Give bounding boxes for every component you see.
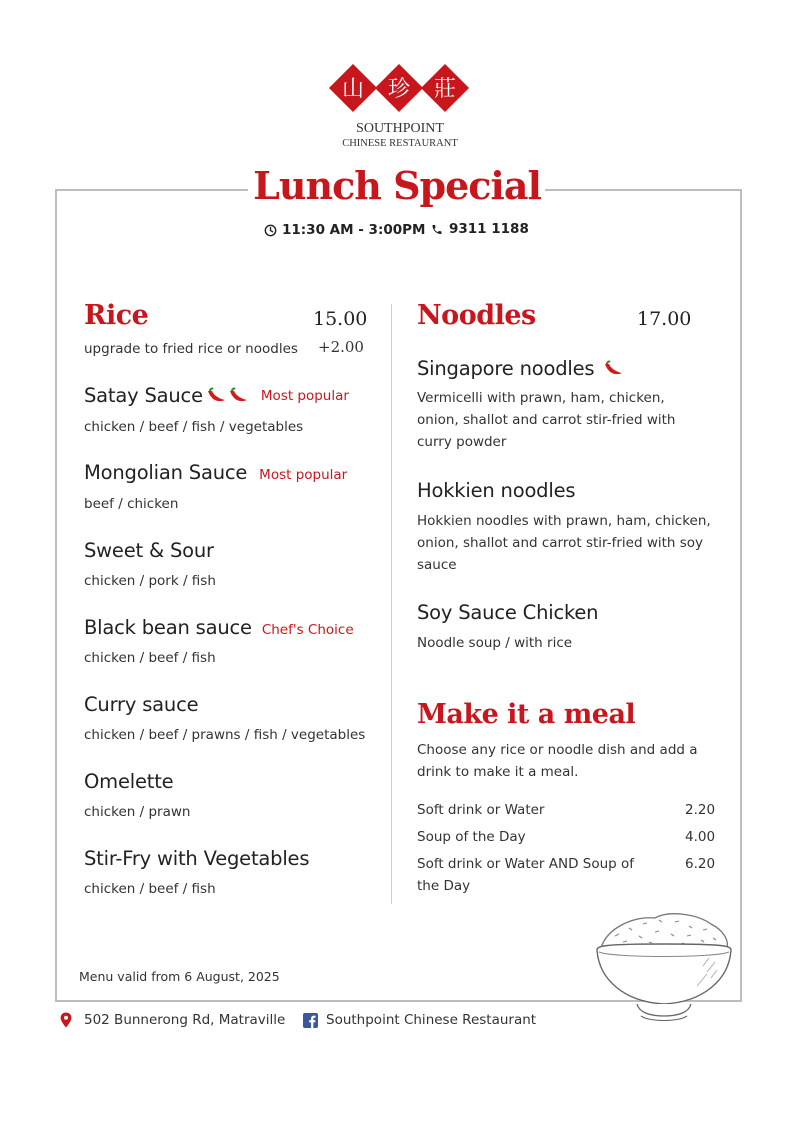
logo-diamond-3 (421, 64, 469, 112)
dish-name: Satay Sauce (84, 384, 203, 407)
meal-heading: Make it a meal (417, 699, 636, 730)
brand-subtitle: CHINESE RESTAURANT (342, 138, 458, 149)
location-pin-icon (60, 1012, 72, 1028)
dish-name: Mongolian Sauce (84, 461, 248, 484)
dish-badge: Most popular (259, 466, 348, 483)
chilli-icon (227, 387, 249, 405)
hours-info (264, 222, 425, 238)
dish-description: Hokkien noodles with prawn, ham, chicken, onion, shallot and carrot stir-fried with soy sauce (417, 513, 711, 573)
dish-name: Sweet & Sour (84, 539, 214, 562)
phone-number: 9311 1188 (449, 221, 529, 237)
rice-dish-satay (84, 384, 349, 407)
dish-name: Curry sauce (84, 693, 199, 716)
dish-options: chicken / beef / fish (84, 881, 216, 897)
rice-upgrade-text: upgrade to fried rice or noodles (84, 341, 298, 357)
logo-diamond-2 (375, 64, 423, 112)
rice-dish-mongolian (84, 461, 347, 484)
dish-name: Black bean sauce (84, 616, 252, 639)
chilli-icon (602, 360, 624, 378)
noodle-dish-singapore (417, 357, 624, 380)
brand-name: SOUTHPOINT (356, 121, 444, 136)
meal-item-price: 4.00 (685, 829, 716, 845)
rice-heading: Rice (84, 300, 149, 331)
dish-name: Hokkien noodles (417, 479, 576, 502)
footer-facebook[interactable] (303, 1012, 536, 1028)
meal-item-label: Soft drink or Water (417, 802, 545, 818)
footer-address (60, 1012, 285, 1028)
rice-bowl-illustration (593, 906, 735, 1028)
opening-hours: 11:30 AM - 3:00PM (282, 222, 426, 238)
logo-diamond-1 (329, 64, 377, 112)
dish-options: chicken / beef / fish (84, 650, 216, 666)
rice-dish-black-bean (84, 616, 354, 639)
chilli-icon (205, 387, 227, 405)
dish-badge: Most popular (260, 387, 349, 404)
page-title: Lunch Special (253, 163, 541, 208)
noodles-heading: Noodles (417, 300, 536, 331)
logo-char-3: 莊 (433, 77, 457, 102)
dish-options: chicken / prawn (84, 804, 191, 820)
rice-upgrade-price: +2.00 (318, 338, 364, 356)
phone-info (431, 221, 529, 237)
dish-name: Singapore noodles (417, 357, 595, 380)
dish-name: Stir-Fry with Vegetables (84, 847, 310, 870)
phone-icon (431, 223, 443, 236)
meal-intro: Choose any rice or noodle dish and add a drink to make it a meal. (417, 742, 698, 780)
meal-item-price: 2.20 (685, 802, 716, 818)
clock-icon (264, 224, 277, 237)
column-divider (391, 304, 392, 904)
frame-top-right (545, 189, 740, 191)
dish-description: Noodle soup / with rice (417, 635, 573, 651)
dish-options: chicken / pork / fish (84, 573, 216, 589)
frame-top-left (55, 189, 248, 191)
facebook-page-name[interactable]: Southpoint Chinese Restaurant (326, 1012, 537, 1028)
noodles-price: 17.00 (637, 308, 692, 330)
meal-item-price: 6.20 (685, 856, 716, 872)
logo-char-1: 山 (341, 77, 365, 102)
dish-options: chicken / beef / prawns / fish / vegetables (84, 727, 366, 743)
meal-item-label: Soup of the Day (417, 829, 526, 845)
menu-validity: Menu valid from 6 August, 2025 (79, 969, 280, 984)
address-text: 502 Bunnerong Rd, Matraville (84, 1012, 286, 1028)
logo-char-2: 珍 (387, 77, 411, 102)
dish-description: Vermicelli with prawn, ham, chicken, onion, shallot and carrot stir-fried with curry powder (417, 390, 676, 450)
dish-options: chicken / beef / fish / vegetables (84, 419, 304, 435)
dish-name: Soy Sauce Chicken (417, 601, 599, 624)
facebook-icon (303, 1013, 318, 1028)
dish-options: beef / chicken (84, 496, 179, 512)
dish-name: Omelette (84, 770, 174, 793)
meal-item-label: Soft drink or Water AND Soup of the Day (417, 856, 635, 894)
rice-price: 15.00 (313, 308, 368, 330)
dish-badge: Chef's Choice (261, 621, 354, 638)
logo (327, 64, 471, 114)
